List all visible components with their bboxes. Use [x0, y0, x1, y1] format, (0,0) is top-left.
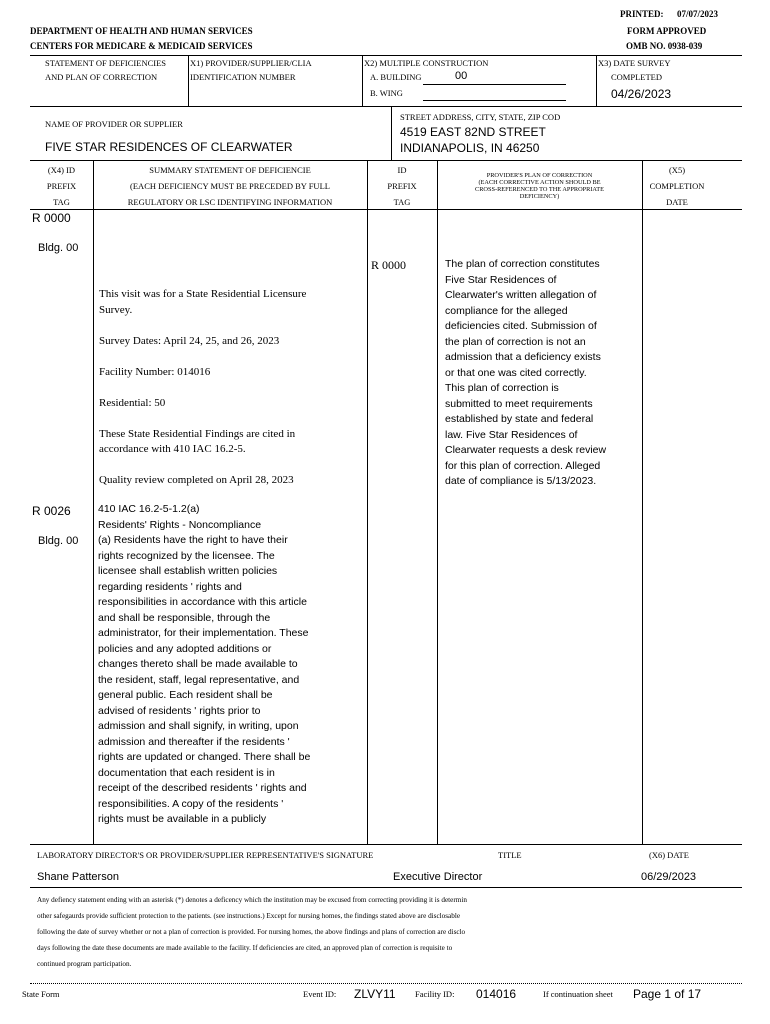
- facility-id-label: Facility ID:: [415, 989, 455, 999]
- id-label-3: TAG: [393, 197, 411, 207]
- id-label-2: PREFIX: [387, 181, 417, 191]
- x5-label-2: COMPLETION: [649, 181, 705, 191]
- page-number: Page 1 of 17: [633, 987, 702, 1001]
- omb-number: OMB NO. 0938-039: [626, 41, 703, 51]
- x1-label-2: IDENTIFICATION NUMBER: [190, 72, 296, 82]
- signature-date: 06/29/2023: [641, 871, 697, 883]
- provider-name: FIVE STAR RESIDENCES OF CLEARWATER: [45, 140, 293, 154]
- tag-r0000: R 0000: [32, 211, 71, 225]
- continuation-label: If continuation sheet: [543, 989, 613, 999]
- x5-label-3: DATE: [666, 197, 688, 207]
- tag-r0026: R 0026: [32, 504, 71, 518]
- x3-label-2: COMPLETED: [611, 72, 662, 82]
- agency-line1: DEPARTMENT OF HEALTH AND HUMAN SERVICES: [30, 26, 253, 36]
- summary-label-3: REGULATORY OR LSC IDENTIFYING INFORMATION: [127, 197, 333, 207]
- building-value: 00: [455, 70, 468, 82]
- printed-label: PRINTED:: [620, 9, 664, 19]
- wing-label: B. WING: [370, 88, 403, 98]
- x5-label-1: (X5): [668, 165, 686, 175]
- address-label: STREET ADDRESS, CITY, STATE, ZIP COD: [400, 112, 561, 122]
- form-approved: FORM APPROVED: [627, 26, 707, 36]
- x4-label-2: PREFIX: [46, 181, 77, 191]
- address-line2: INDIANAPOLIS, IN 46250: [400, 141, 540, 155]
- state-form-label: State Form: [22, 989, 60, 999]
- summary-label-1: SUMMARY STATEMENT OF DEFICIENCIE: [149, 165, 311, 175]
- plan-of-correction-text: The plan of correction constitutes Five Star Residences of Clearwater's written allegation of compliance for the alleged deficiencies cited. Submission of the plan of correction is not an admission that a deficiency exists or that one was cited correctly. This plan of correction is submitted to meet requirements established by state and federal law. Five Star Residences of Clearwater requests a desk review for this plan of correction. Alleged date of compliance is 5/13/2023.: [445, 258, 607, 487]
- signer-title: Executive Director: [393, 871, 483, 883]
- title-label: TITLE: [498, 850, 522, 860]
- x4-label-3: TAG: [53, 197, 70, 207]
- x2-label: X2) MULTIPLE CONSTRUCTION: [364, 58, 489, 68]
- provider-name-label: NAME OF PROVIDER OR SUPPLIER: [45, 119, 183, 129]
- x1-label-1: X1) PROVIDER/SUPPLIER/CLIA: [190, 58, 312, 68]
- tag-right-r0000: R 0000: [371, 258, 407, 272]
- statement-label-2: AND PLAN OF CORRECTION: [45, 72, 158, 82]
- survey-narrative: This visit was for a State Residential Licensure Survey. Survey Dates: April 24, 25, and 26, 2023 Facility Number: 014016 Residential: 50 These State Residential Findings are cited in accordance with 410 IAC 16.2-5. Quality review completed on April 28, 2023: [99, 288, 307, 486]
- bldg-label-2: Bldg. 00: [38, 535, 79, 547]
- x6-date-label: (X6) DATE: [649, 850, 689, 860]
- id-label-1: ID: [397, 165, 407, 175]
- residents-rights-rule: 410 IAC 16.2-5-1.2(a) Residents' Rights - Noncompliance (a) Residents have the right to have their rights recognized by the licensee. The licensee shall establish written policies regarding residents ' rights and responsibilities in accordance with this article and shall be responsible, through the administrator, for their implementation. These policies and any adopted additions or changes thereto shall be made available to the resident, staff, legal representative, and general public. Each resident shall be advised of residents ' rights prior to admission and shall signify, in writing, upon admission and thereafter if the residents ' rights are updated or changed. There shall be documentation that each resident is in receipt of the described residents ' rights and responsibilities. A copy of the residents ' rights must be available in a publicly: [98, 503, 311, 825]
- agency-line2: CENTERS FOR MEDICARE & MEDICAID SERVICES: [30, 41, 253, 51]
- event-id-label: Event ID:: [303, 989, 337, 999]
- disclaimer: Any defiency statement ending with an asterisk (*) denotes a deficency which the institution may be excused from correcting providing it is determin other safegaurds provide sufficient protection to the patients. (see instructions.) Except for nursing homes, the findings stated above are disclosable following the date of survey whether or not a plan of correction is provided. For nursing homes, the above findings and plans of correction are disclo days following the date these documents are made available to the facility. If deficiencies are cited, an approved plan of correction is requisite to continued program participation.: [37, 896, 467, 968]
- survey-date: 04/26/2023: [611, 87, 672, 101]
- signature-label: LABORATORY DIRECTOR'S OR PROVIDER/SUPPLIER REPRESENTATIVE'S SIGNATURE: [37, 850, 374, 860]
- signer-name: Shane Patterson: [37, 871, 119, 883]
- printed-date: 07/07/2023: [677, 9, 719, 19]
- facility-id: 014016: [476, 987, 517, 1001]
- x4-label-1: (X4) ID: [47, 165, 76, 175]
- plan-header: PROVIDER'S PLAN OF CORRECTION (EACH CORRECTIVE ACTION SHOULD BE CROSS-REFERENCED TO THE APPROPRIATE DEFICIENCY): [475, 172, 604, 200]
- building-label: A. BUILDING: [370, 72, 422, 82]
- bldg-label-1: Bldg. 00: [38, 242, 79, 254]
- x3-label-1: X3) DATE SURVEY: [598, 58, 671, 68]
- address-line1: 4519 EAST 82ND STREET: [400, 125, 546, 139]
- summary-label-2: (EACH DEFICIENCY MUST BE PRECEDED BY FULL: [130, 181, 330, 191]
- statement-label-1: STATEMENT OF DEFICIENCIES: [45, 58, 167, 68]
- event-id: ZLVY11: [354, 987, 396, 1001]
